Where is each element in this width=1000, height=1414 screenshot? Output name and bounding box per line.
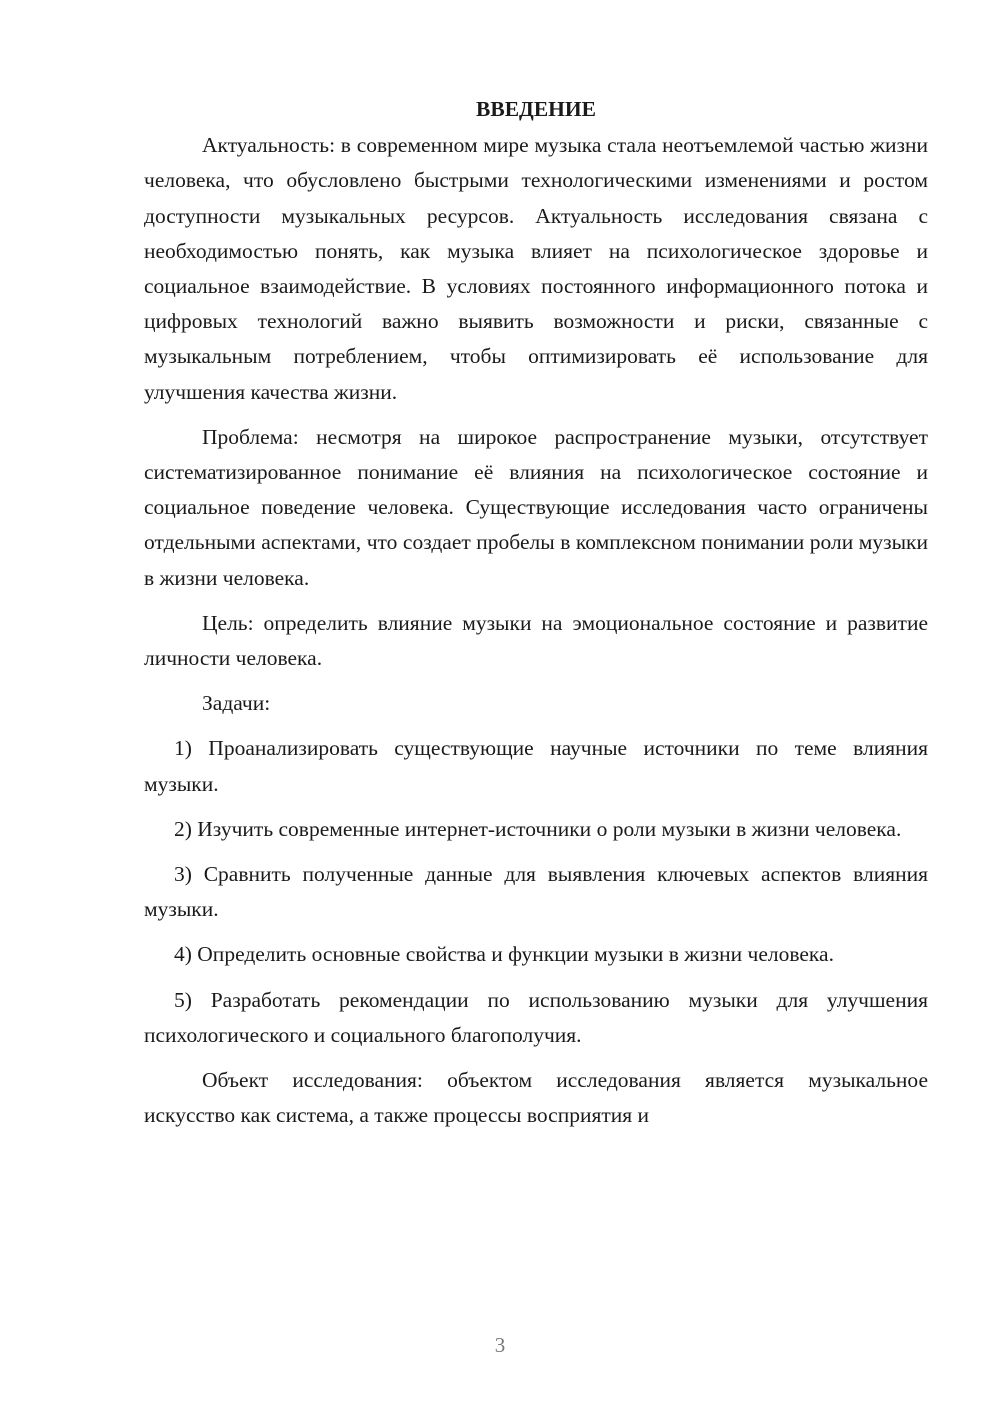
task-item-5: 5) Разработать рекомендации по использованию музыки для улучшения психологического и социального благополучия. xyxy=(144,987,928,1047)
task-item-4: 4) Определить основные свойства и функции музыки в жизни человека. xyxy=(174,942,834,967)
problem-paragraph: Проблема: несмотря на широкое распространение музыки, отсутствует систематизированное понимание её влияния на психологическое состояние и социальное поведение человека. Существующие исследования часто ограничены отдельными аспектами, что создает пробелы в комплексном понимании роли музыки в жизни человека. xyxy=(144,424,928,590)
object-paragraph: Объект исследования: объектом исследования является музыкальное искусство как система, а также процессы восприятия и xyxy=(144,1068,928,1128)
relevance-paragraph: Актуальность: в современном мире музыка стала неотъемлемой частью жизни человека, что обусловлено быстрыми технологическими изменениями и ростом доступности музыкальных ресурсов. Актуальность исследования связана с необходимостью понять, как музыка влияет на психологическое здоровье и социальное взаимодействие. В условиях постоянного информационного потока и цифровых технологий важно выявить возможности и риски, связанные с музыкальным потреблением, чтобы оптимизировать её использование для улучшения качества жизни. xyxy=(144,133,928,404)
task-item-2: 2) Изучить современные интернет-источники о роли музыки в жизни человека. xyxy=(174,816,902,841)
task-item-3: 3) Сравнить полученные данные для выявления ключевых аспектов влияния музыки. xyxy=(144,862,928,922)
page-title: ВВЕДЕНИЕ xyxy=(476,97,596,121)
page-number: 3 xyxy=(494,1333,506,1357)
task-item-1: 1) Проанализировать существующие научные источники по теме влияния музыки. xyxy=(144,736,928,796)
document-page xyxy=(144,92,928,1143)
tasks-heading: Задачи: xyxy=(202,691,271,716)
goal-paragraph: Цель: определить влияние музыки на эмоциональное состояние и развитие личности человека. xyxy=(144,610,928,671)
